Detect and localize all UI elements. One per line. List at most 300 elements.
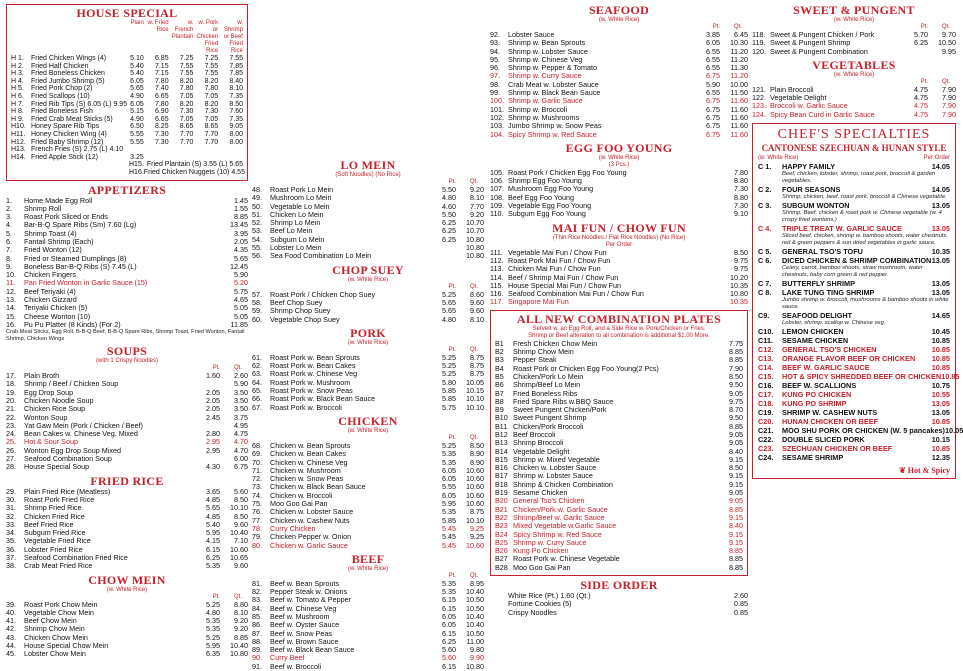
item-price-pt: 4.75 — [914, 84, 928, 94]
item-price-qt: 8.50 — [729, 371, 743, 381]
item-number: 70. — [252, 457, 262, 467]
item-price-qt: 9.15 — [729, 454, 743, 464]
item-name: Cheese Wonton (10) — [24, 311, 91, 321]
item-name: General Tso's Chicken — [513, 496, 585, 506]
item-price-pt — [689, 456, 715, 464]
item-price-pt — [689, 481, 715, 489]
item-price-qt: 8.75 — [470, 352, 484, 362]
item-price-qt: 11.60 — [730, 129, 748, 139]
item-name: Roast Pork w. Snow Peas — [270, 386, 353, 396]
item-price: 7.80 — [179, 85, 194, 93]
section-subtitle: (w. White Rice) — [347, 339, 389, 346]
item-number: C12. — [758, 345, 774, 355]
item-price-qt: 5.05 — [234, 303, 248, 313]
item-number: C 6. — [758, 256, 772, 266]
item-name: Roast Pork w. Chinese Veg — [270, 369, 358, 379]
item-number: B1 — [495, 338, 504, 348]
item-number: 110. — [490, 209, 504, 219]
menu-item — [490, 609, 748, 617]
item-price-qt: 2.05 — [234, 236, 248, 246]
item-price-pt: 5.80 — [442, 377, 456, 387]
pt-label: Pt. — [448, 434, 456, 441]
item-price-pt — [689, 365, 715, 373]
item-price: 10.45 — [931, 327, 950, 337]
item-name: Plain Fried Rice (Meatless) — [24, 486, 111, 496]
item-number: 78. — [252, 523, 262, 533]
item-price-pt: 5.25 — [442, 352, 456, 362]
item-price-pt — [689, 448, 715, 456]
item-price: 7.05 — [179, 115, 194, 123]
item-price-qt: 7.30 — [734, 201, 748, 211]
item-name: Fried Boneless Fish — [31, 108, 93, 116]
item-price-pt — [689, 373, 715, 381]
section-title: VEGETABLES — [812, 57, 896, 72]
house-special-item — [11, 101, 243, 109]
item-number: H10. — [11, 123, 26, 131]
item-name: ORANGE FLAVOR BEEF OR CHICKEN — [782, 354, 916, 364]
item-price-qt: 10.60 — [466, 490, 484, 500]
item-price-pt: 5.25 — [442, 289, 456, 299]
item-price-pt — [194, 288, 220, 296]
item-price: 13.05 — [931, 408, 950, 418]
item-name: Sweet & Pungent Shrimp — [770, 38, 851, 48]
item-name: Fried Crab Meat Sticks (5) — [31, 115, 113, 123]
item-price: 8.25 — [154, 123, 169, 131]
item-number: 102. — [490, 112, 504, 122]
item-number: 36. — [6, 544, 16, 554]
item-price-qt: 9.90 — [470, 653, 484, 663]
item-number: 64. — [252, 377, 262, 387]
section-title: SEAFOOD — [588, 3, 650, 17]
chef-item — [758, 426, 963, 436]
column-label: w. Fried Rice — [147, 20, 169, 33]
item-price-qt: 10.60 — [466, 499, 484, 509]
item-name: Fried Apple Stick (12) — [31, 153, 98, 161]
item-name: Pepper Steak w. Onions — [270, 587, 348, 597]
item-number: 49. — [252, 193, 262, 203]
item-price-pt: 6.55 — [706, 88, 720, 98]
chef-item — [758, 162, 950, 171]
house-special-extra — [11, 161, 243, 169]
item-price-qt: 8.85 — [729, 546, 743, 556]
item-price-qt: 9.60 — [234, 519, 248, 529]
item-price-qt: 5.65 — [234, 253, 248, 263]
item-number: 75. — [252, 499, 262, 509]
item-number: C11. — [758, 336, 774, 346]
item-number: 111. — [490, 247, 503, 257]
item-number: 51. — [252, 209, 262, 219]
item-name: Shrimp Chow Mein — [513, 347, 574, 357]
item-name: Chicken w. Mushroom — [270, 465, 341, 475]
item-price-qt: 4.70 — [234, 445, 248, 455]
item-price-pt: 4.80 — [206, 607, 220, 617]
chef-item — [758, 417, 950, 426]
item-price-pt: 5.35 — [442, 457, 456, 467]
item-number: B6 — [495, 380, 504, 390]
item-price-qt: 7.90 — [942, 93, 956, 103]
item-name: Lobster Sauce — [508, 30, 555, 39]
item-price: 6.05 — [130, 77, 144, 85]
item-number: B14 — [495, 446, 508, 456]
side-order-section — [490, 579, 748, 617]
item-price-qt: 9.05 — [729, 429, 743, 439]
item-name: Fried Chicken Wings (4) — [31, 55, 107, 62]
item-price — [169, 154, 194, 162]
section-title: APPETIZERS — [87, 182, 167, 197]
item-name: Crispy Noodles — [508, 607, 557, 617]
section-subtitle: (Soft Noodles) (No Rice) — [335, 172, 401, 178]
item-price-pt — [430, 244, 456, 252]
item-name: Lobster Fried Rice — [24, 544, 83, 554]
item-number: 88. — [252, 636, 262, 646]
item-number: B21 — [495, 504, 508, 514]
chef-item — [758, 185, 950, 194]
item-name: Yat Gaw Mein (Pork / Chicken / Beef) — [24, 420, 143, 430]
item-price-pt — [689, 431, 715, 439]
item-number: 22. — [6, 412, 16, 422]
item-price-qt: 10.80 — [466, 251, 484, 261]
section-title: CHICKEN — [338, 413, 398, 428]
item-number: 6. — [6, 236, 12, 246]
item-number: 76. — [252, 507, 262, 517]
item-price-pt: 6.75 — [706, 71, 720, 81]
item-name: Fantail Shrimp (Each) — [24, 236, 94, 246]
item-name: Beef w. Oyster Sauce — [270, 620, 340, 630]
item-price-pt — [694, 185, 720, 193]
item-price-pt — [689, 348, 715, 356]
item-number: H 7. — [11, 100, 24, 108]
item-price-qt: 9.75 — [729, 396, 743, 406]
pt-label: Pt. — [448, 346, 456, 353]
item-price-pt: 6.75 — [706, 104, 720, 114]
item-number: 4. — [6, 220, 12, 230]
platter-note: Crab Meat Sticks, Egg Roll, B-B-Q Beef, B-B-Q Spare Ribs, Shrimp Toast, Fried Wonton, Fantail Shrimp, Chicken Wings — [6, 329, 245, 342]
section-title: HOUSE SPECIAL — [76, 6, 178, 20]
item-name: Spicy Shrimp w. Red Sauce — [513, 529, 602, 539]
spacer — [11, 20, 119, 55]
item-price-qt: 9.70 — [942, 30, 956, 39]
item-price-pt: 6.35 — [206, 649, 220, 659]
item-price-pt: 6.75 — [706, 112, 720, 122]
item-number: C 5. — [758, 247, 772, 257]
menu-item — [6, 650, 248, 658]
item-number: 63. — [252, 369, 262, 379]
item-number: 95. — [490, 54, 500, 64]
item-number: B27 — [495, 554, 508, 564]
item-number: B7 — [495, 388, 504, 398]
item-number: B10 — [495, 413, 508, 423]
item-price-pt: 5.25 — [442, 440, 456, 450]
item-name: Moo Goo Gai Pan — [513, 562, 571, 572]
item-name: Pan Fried Wonton in Garlic Sauce (15) — [24, 278, 148, 288]
item-name: Chicken Fingers — [24, 270, 76, 280]
section-subtitle: (with 1 Crispy Noodles) — [95, 358, 159, 365]
combo-note-1: Served w. an Egg Roll, and a Side Rice w. Pork/Chicken or Fries. — [532, 325, 706, 332]
item-number: H 1. — [11, 55, 24, 62]
item-price-qt: 8.85 — [234, 212, 248, 222]
item-number: 90. — [252, 653, 262, 663]
item-name: Fried or Steamed Dumplings (8) — [24, 253, 127, 263]
item-price: 10.35 — [931, 247, 950, 257]
item-price-qt: 8.50 — [234, 511, 248, 521]
item-number: 81. — [252, 578, 262, 588]
item-price-qt: 9.05 — [729, 496, 743, 506]
item-price-qt: 8.40 — [729, 521, 743, 531]
item-price-qt: 10.30 — [730, 38, 748, 48]
item-name: Beef Egg Foo Young — [508, 192, 574, 202]
item-number: B20 — [495, 496, 508, 506]
item-name: Jumbo Shrimp w. Snow Peas — [508, 121, 602, 131]
per-order-label: Per Order — [605, 241, 633, 248]
item-name: Curry Beef — [270, 653, 305, 663]
item-number: 118. — [752, 30, 766, 39]
item-price-pt: 5.60 — [442, 653, 456, 663]
item-number: 59. — [252, 306, 262, 316]
item-price-pt: 6.25 — [206, 553, 220, 562]
item-price-pt — [194, 238, 220, 246]
item-price-pt — [689, 514, 715, 522]
item-number: 27. — [6, 454, 16, 464]
item-price: 5.40 — [130, 70, 144, 78]
item-number: B4 — [495, 363, 504, 373]
column-label: w. French Plantain — [171, 20, 194, 40]
item-number: 24. — [6, 429, 16, 439]
item-name: Pepper Steak — [513, 355, 557, 365]
item-price-qt: 8.50 — [729, 463, 743, 473]
item-name: Shrimp Fried Rice — [24, 503, 82, 513]
item-number: 45. — [6, 649, 16, 659]
item-number: 86. — [252, 620, 262, 630]
item-name: Shrimp & Chicken Combination — [513, 479, 613, 489]
item-price: 5.10 — [130, 55, 144, 62]
item-price-pt: 5.35 — [206, 561, 220, 571]
item-price-qt: 7.10 — [234, 536, 248, 546]
item-name: Chicken w. Bean Sprouts — [270, 440, 351, 450]
item-number: C23. — [758, 444, 774, 454]
item-price-pt: 5.65 — [206, 503, 220, 513]
chef-item — [758, 256, 950, 265]
item-name: Chicken w. Lobster Sauce — [270, 507, 354, 517]
item-name: Beef w. Snow Peas — [270, 628, 332, 638]
section-title: ALL NEW COMBINATION PLATES — [516, 311, 722, 326]
section-title: CHOP SUEY — [332, 262, 404, 277]
item-price-qt: 0.85 — [734, 599, 748, 609]
item-number: C9. — [758, 311, 770, 321]
item-name: Vegetable Chop Suey — [270, 314, 340, 324]
section-subtitle: (w. White Rice) — [833, 71, 875, 78]
item-name: Beef Lo Mein — [270, 226, 313, 236]
item-number: 50. — [252, 201, 262, 211]
item-price-pt — [694, 282, 720, 290]
item-number: B12 — [495, 429, 508, 439]
qt-label: Qt. — [469, 572, 478, 579]
item-price-qt: 9.05 — [729, 388, 743, 398]
item-price: 10.55 — [931, 390, 950, 400]
item-number: B8 — [495, 396, 504, 406]
item-price-qt: 8.80 — [734, 192, 748, 202]
item-price: 8.65 — [179, 123, 194, 131]
item-price: 14.05 — [931, 185, 950, 195]
item-price-pt — [689, 472, 715, 480]
item-name: Roast Pork w. Black Bean Sauce — [270, 394, 376, 404]
item-name: Seafood Combination Fried Rice — [24, 553, 128, 562]
item-price-pt: 5.95 — [206, 641, 220, 651]
item-name: Shrimp Egg Foo Young — [508, 176, 582, 186]
item-name: Shrimp Lo Mein — [270, 218, 321, 228]
item-price: 6.65 — [154, 115, 169, 123]
chef-item — [758, 408, 950, 417]
item-number: 123. — [752, 101, 766, 111]
item-number: 57. — [252, 289, 262, 299]
item-name: Subgum Lo Mein — [270, 234, 325, 244]
item-price-qt: 9.15 — [729, 479, 743, 489]
item-price-pt: 2.05 — [206, 387, 220, 397]
item-price-qt: 5.05 — [234, 311, 248, 321]
item-name: Chicken/Pork w. Garlic Sauce — [513, 504, 608, 514]
item-price-qt: 7.75 — [729, 338, 743, 348]
item-number: 115. — [490, 280, 504, 290]
house-special-item — [11, 108, 243, 116]
item-price-qt: 10.40 — [466, 620, 484, 630]
item-number: C16. — [758, 381, 774, 391]
item-name: Fried Rib Tips (S) 6.05 (L) 9.95 — [31, 100, 128, 108]
item-name: DOUBLE SLICED PORK — [782, 435, 865, 445]
item-price: 7.30 — [154, 130, 169, 138]
item-price-pt: 6.05 — [706, 38, 720, 48]
item-price-pt — [694, 194, 720, 202]
section-subtitle: (w. White Rice) — [598, 154, 640, 161]
item-number: 20. — [6, 395, 16, 405]
item-name: Shrimp w. Lobster Sauce — [508, 46, 588, 56]
item-price-pt — [694, 210, 720, 218]
item-name: Plain Broth — [24, 371, 60, 381]
item-description: Shrimp, Beef, chicken & roast pork w. Chinese vegetable (w. 4 crispy fried wontons.) — [782, 210, 942, 224]
item-number: 66. — [252, 394, 262, 404]
item-number: C 8. — [758, 288, 772, 298]
item-price: 7.80 — [154, 77, 169, 85]
item-price-pt: 6.55 — [706, 46, 720, 56]
item-price-pt: 5.25 — [442, 369, 456, 379]
item-price-pt — [694, 257, 720, 265]
menu-item — [252, 252, 484, 260]
item-number: 107. — [490, 184, 504, 194]
item-price-pt: 5.60 — [442, 645, 456, 655]
section-title: LO MEIN — [340, 158, 396, 172]
item-price-pt — [689, 406, 715, 414]
item-number: H15. — [129, 161, 144, 169]
item-name: Crab Meat Fried Rice — [24, 561, 93, 571]
item-name: Shrimp w. Black Bean Sauce — [508, 88, 601, 98]
item-name: Chicken/Pork Broccoli — [513, 421, 584, 431]
item-price-pt — [689, 564, 715, 572]
item-price-qt: 11.60 — [730, 112, 748, 122]
item-price-qt: 11.60 — [730, 121, 748, 131]
item-price-pt: 5.45 — [442, 540, 456, 550]
item-number: 7. — [6, 245, 12, 255]
item-number: B26 — [495, 546, 508, 556]
item-price-qt: 4.65 — [234, 295, 248, 305]
item-name: Beef Fried Rice — [24, 519, 74, 529]
item-price-qt: 8.75 — [470, 507, 484, 517]
item-price-qt: 9.05 — [729, 488, 743, 498]
chef-subtitle: CANTONESE SZECHUAN & HUNAN STYLE — [761, 143, 947, 154]
item-price-qt: 3.50 — [234, 404, 248, 414]
item-name: Beef Broccoli — [513, 429, 556, 439]
item-price-qt: 8.50 — [734, 247, 748, 257]
item-price-qt: 4.75 — [234, 429, 248, 439]
item-name: Fried Wonton (12) — [24, 245, 82, 255]
chef-item — [758, 435, 950, 444]
lo-mein-section — [252, 159, 484, 261]
item-price-pt — [194, 221, 220, 229]
item-number: B17 — [495, 471, 508, 481]
item-name: House Special Soup — [24, 462, 90, 472]
item-description: Celery, carrot, bamboo shoots, straw mushroom, water chestnuts, baby corn green & red pepper. — [782, 265, 923, 279]
column-label: Plain — [130, 20, 144, 26]
item-price-pt — [689, 555, 715, 563]
item-price-qt: 6.00 — [234, 454, 248, 464]
item-price-pt: 6.05 — [442, 611, 456, 621]
item-price-pt: 5.35 — [442, 587, 456, 597]
item-name: Shrimp w. Bean Sprouts — [508, 38, 586, 48]
item-name: Vegetable Chow Mein — [24, 607, 94, 617]
section-title: SWEET & PUNGENT — [793, 3, 915, 17]
item-price: 7.40 — [154, 85, 169, 93]
item-number — [490, 592, 508, 600]
item-price-pt: 6.15 — [206, 544, 220, 554]
item-price: 7.05 — [204, 92, 219, 100]
house-special-item — [11, 70, 243, 78]
item-name: Chicken Fried Rice — [24, 511, 85, 521]
item-price-qt: 7.90 — [729, 363, 743, 373]
item-price-pt: 4.75 — [914, 101, 928, 111]
item-price: 7.70 — [179, 130, 194, 138]
white-rice-label: (w. White Rice) — [758, 155, 799, 162]
item-number: H13. — [11, 146, 26, 154]
item-number: B2 — [495, 347, 504, 357]
item-price-pt: 4.75 — [914, 109, 928, 119]
item-name: FOUR SEASONS — [782, 185, 841, 195]
item-price — [119, 146, 144, 154]
chef-item — [758, 279, 950, 288]
item-price — [144, 154, 169, 162]
item-price-qt: 10.60 — [466, 465, 484, 475]
item-price-qt: 9.50 — [729, 380, 743, 390]
item-number: C14. — [758, 363, 774, 373]
item-name: TRIPLE TREAT W. GARLIC SAUCE — [782, 224, 902, 234]
item-price-pt: 2.95 — [206, 445, 220, 455]
item-number: C24. — [758, 453, 774, 463]
item-name: Spicy Shrimp w. Red Sauce — [508, 129, 597, 139]
item-number: 13. — [6, 295, 16, 305]
item-price: 5.40 — [130, 62, 144, 70]
item-price-qt: 9.10 — [734, 209, 748, 219]
chef-item — [758, 453, 950, 462]
item-description: Sliced beef, chicken, shrimp w. bamboo shoots, water chestnuts, red & green peppers & sun dried vegetables in garlic sauce. — [782, 233, 948, 247]
item-name: Honey Spare Rib Tips — [31, 123, 100, 131]
item-number: 42. — [6, 624, 16, 634]
item-price: 7.85 — [229, 62, 243, 70]
fried-rice-section — [6, 475, 248, 571]
item-price: 10.75 — [931, 381, 950, 391]
item-name: BUTTERFLY SHRIMP — [782, 279, 855, 289]
item-price: 6.85 — [154, 55, 169, 62]
item-price: 7.15 — [154, 70, 169, 78]
item-name: Bar-B-Q Spare Ribs (Sm) 7.60 (Lg) — [24, 220, 137, 230]
item-name: Roast Pork Sliced or Ends — [24, 212, 108, 222]
combination-plates-box — [490, 310, 748, 576]
item-number: 103. — [490, 121, 504, 131]
